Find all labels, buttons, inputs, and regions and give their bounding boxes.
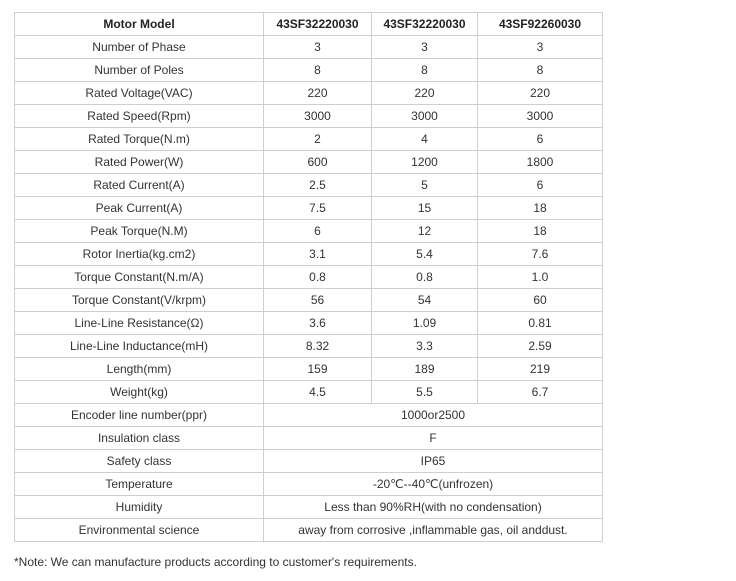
row-label: Peak Torque(N.M) — [15, 220, 264, 243]
table-cell: 3 — [478, 36, 603, 59]
merged-cell: IP65 — [264, 450, 603, 473]
merged-cell: Less than 90%RH(with no condensation) — [264, 496, 603, 519]
table-cell: 60 — [478, 289, 603, 312]
table-cell: 3000 — [264, 105, 372, 128]
row-label: Torque Constant(N.m/A) — [15, 266, 264, 289]
row-label: Temperature — [15, 473, 264, 496]
table-cell: 6 — [478, 128, 603, 151]
table-cell: 5 — [372, 174, 478, 197]
table-row — [15, 519, 603, 542]
table-cell: 3 — [372, 36, 478, 59]
header-cell: Motor Model — [15, 13, 264, 36]
table-cell: 159 — [264, 358, 372, 381]
table-row — [15, 427, 603, 450]
footnote: *Note: We can manufacture products according to customer's requirements. — [14, 555, 417, 569]
merged-cell: -20℃--40℃(unfrozen) — [264, 473, 603, 496]
table-cell: 18 — [478, 220, 603, 243]
row-label: Insulation class — [15, 427, 264, 450]
table-cell: 220 — [372, 82, 478, 105]
table-row — [15, 473, 603, 496]
table-cell: 54 — [372, 289, 478, 312]
table-row — [15, 151, 603, 174]
table-cell: 3000 — [478, 105, 603, 128]
table-cell: 8 — [372, 59, 478, 82]
table-row — [15, 496, 603, 519]
table-cell: 2 — [264, 128, 372, 151]
table-cell: 18 — [478, 197, 603, 220]
row-label: Weight(kg) — [15, 381, 264, 404]
table-cell: 3.6 — [264, 312, 372, 335]
row-label: Rated Current(A) — [15, 174, 264, 197]
merged-cell: F — [264, 427, 603, 450]
row-label: Peak Current(A) — [15, 197, 264, 220]
table-cell: 6 — [264, 220, 372, 243]
table-row — [15, 289, 603, 312]
header-row — [15, 13, 603, 36]
table-row — [15, 450, 603, 473]
row-label: Number of Poles — [15, 59, 264, 82]
table-cell: 5.4 — [372, 243, 478, 266]
table-row — [15, 404, 603, 427]
table-row — [15, 174, 603, 197]
table-cell: 1800 — [478, 151, 603, 174]
table-cell: 220 — [264, 82, 372, 105]
table-cell: 3000 — [372, 105, 478, 128]
table-cell: 3.3 — [372, 335, 478, 358]
table-cell: 8.32 — [264, 335, 372, 358]
table-cell: 2.5 — [264, 174, 372, 197]
table-cell: 15 — [372, 197, 478, 220]
table-cell: 56 — [264, 289, 372, 312]
table-cell: 7.5 — [264, 197, 372, 220]
row-label: Rated Power(W) — [15, 151, 264, 174]
row-label: Safety class — [15, 450, 264, 473]
row-label: Encoder line number(ppr) — [15, 404, 264, 427]
row-label: Rated Voltage(VAC) — [15, 82, 264, 105]
table-row — [15, 335, 603, 358]
table-row — [15, 381, 603, 404]
table-cell: 3 — [264, 36, 372, 59]
table-cell: 2.59 — [478, 335, 603, 358]
header-cell: 43SF32220030 — [264, 13, 372, 36]
table-row — [15, 105, 603, 128]
row-label: Rated Torque(N.m) — [15, 128, 264, 151]
table-cell: 6 — [478, 174, 603, 197]
table-body — [15, 36, 603, 542]
table-row — [15, 197, 603, 220]
table-cell: 0.8 — [372, 266, 478, 289]
table-cell: 219 — [478, 358, 603, 381]
table-row — [15, 82, 603, 105]
table-cell: 4 — [372, 128, 478, 151]
motor-spec-table — [14, 12, 603, 542]
row-label: Rotor Inertia(kg.cm2) — [15, 243, 264, 266]
table-cell: 220 — [478, 82, 603, 105]
table-row — [15, 220, 603, 243]
merged-cell: away from corrosive ,inflammable gas, oil anddust. — [264, 519, 603, 542]
table-cell: 1.09 — [372, 312, 478, 335]
table-cell: 6.7 — [478, 381, 603, 404]
table-row — [15, 266, 603, 289]
table-cell: 189 — [372, 358, 478, 381]
table-cell: 3.1 — [264, 243, 372, 266]
table-cell: 0.81 — [478, 312, 603, 335]
row-label: Environmental science — [15, 519, 264, 542]
table-row — [15, 243, 603, 266]
header-cell: 43SF92260030 — [478, 13, 603, 36]
row-label: Line-Line Inductance(mH) — [15, 335, 264, 358]
table-row — [15, 312, 603, 335]
table-row — [15, 358, 603, 381]
table-cell: 5.5 — [372, 381, 478, 404]
table-cell: 1200 — [372, 151, 478, 174]
header-cell: 43SF32220030 — [372, 13, 478, 36]
row-label: Rated Speed(Rpm) — [15, 105, 264, 128]
table-cell: 8 — [264, 59, 372, 82]
table-row — [15, 128, 603, 151]
table-cell: 4.5 — [264, 381, 372, 404]
row-label: Number of Phase — [15, 36, 264, 59]
table-cell: 600 — [264, 151, 372, 174]
merged-cell: 1000or2500 — [264, 404, 603, 427]
row-label: Humidity — [15, 496, 264, 519]
table-cell: 7.6 — [478, 243, 603, 266]
table-cell: 0.8 — [264, 266, 372, 289]
table-row — [15, 59, 603, 82]
table-cell: 8 — [478, 59, 603, 82]
row-label: Length(mm) — [15, 358, 264, 381]
row-label: Torque Constant(V/krpm) — [15, 289, 264, 312]
table-row — [15, 36, 603, 59]
row-label: Line-Line Resistance(Ω) — [15, 312, 264, 335]
table-cell: 1.0 — [478, 266, 603, 289]
table-cell: 12 — [372, 220, 478, 243]
